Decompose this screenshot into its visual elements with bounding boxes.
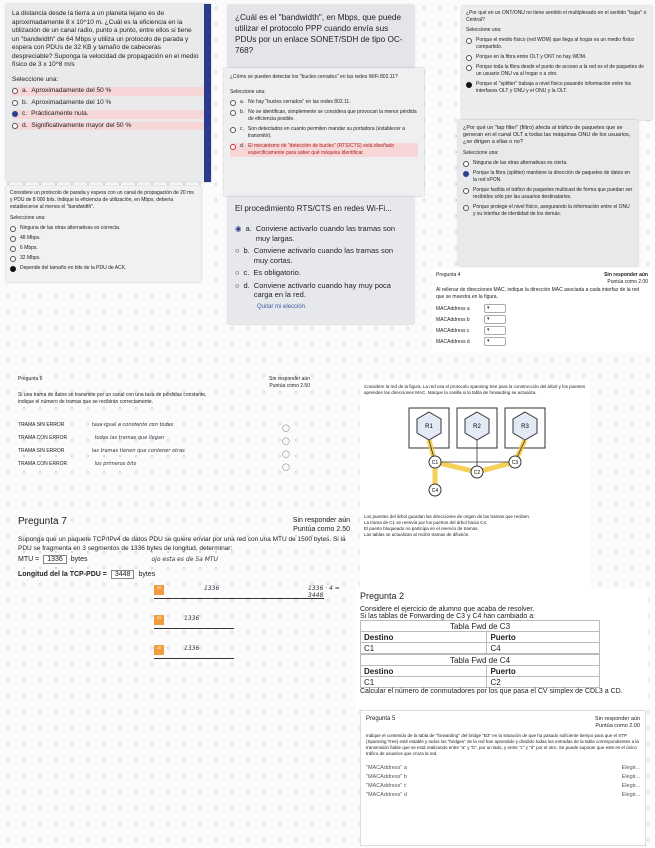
table-c3 xyxy=(360,620,600,654)
mac-select[interactable]: ▾ xyxy=(484,326,506,335)
radio-icon[interactable] xyxy=(466,55,472,61)
question-text: Si una trama de datos se transmite por un canal con una tasa de pérdidas constante, indique el número de tramas que se recibirán correctamente. xyxy=(18,392,207,405)
points-label: Puntúa como 2.50 xyxy=(269,383,310,389)
option-b[interactable]: 48 Mbps. xyxy=(10,235,197,242)
header-block: 20 xyxy=(154,615,164,625)
no-answer-label: Sin responder aún xyxy=(604,272,648,278)
payload-label: 1336 xyxy=(204,585,220,592)
mtu-label: MTU = xyxy=(18,556,40,563)
radio-icon[interactable] xyxy=(230,100,236,106)
option-d[interactable]: Porque protege el nivel físico, asegurando la información entre el ONU y su interfaz de identidad de los demás. xyxy=(463,204,633,218)
mac-select[interactable]: Elegir... xyxy=(621,783,640,789)
node-label-c3: C3 xyxy=(511,460,519,466)
question-text: El procedimiento RTS/CTS en redes Wi-Fi... xyxy=(235,204,392,213)
fill-row: TRAMA SIN ERROR tasa igual a constante con todas xyxy=(18,422,174,428)
option-b[interactable]: b. Aproximadamente del 10 % xyxy=(12,99,205,108)
option-e[interactable]: Depende del tamaño en bits de la PDU de ACK. xyxy=(10,265,197,272)
circle-icon[interactable]: ◯ xyxy=(282,425,290,432)
option-d[interactable]: d. Significativamente mayor del 50 % xyxy=(12,122,205,131)
radio-icon[interactable] xyxy=(230,110,236,116)
option-d[interactable]: Porque el "splitter" trabaja a nivel físico pasando información entre los interfaces OLT y ONU y el ONU y la OLT. xyxy=(466,81,648,95)
table-cell: C1 xyxy=(361,643,487,654)
network-note: El puerto bloqueado no participa en el reenvío de tramas. xyxy=(364,526,479,531)
option-b[interactable]: Porque en la fibra entre OLT y ONT no hay WDM. xyxy=(466,54,648,61)
circle-icon[interactable]: ◯ xyxy=(282,464,290,471)
radio-icon[interactable] xyxy=(12,88,18,94)
question-text: Indique el contenido de la tabla de "forwarding" del bridge "B3" en la situación de que ha pasado suficiente tiempo para que el STP (Spanning Tree) esté estable y todos los "bridges" de la red han aprendido y dividido todas las entradas de la tabla correspondientes a la transmisión fiable que se está realizando entre "a" y "b", por un lado, y entre "c" y "d" por el otro. Se puede suponer que este es el único tráfico de usuarios que cruza la red. xyxy=(366,733,639,756)
radio-selected-icon[interactable] xyxy=(10,266,16,272)
photo-question-distance xyxy=(6,4,211,182)
option-c[interactable]: 6 Mbps. xyxy=(10,245,197,252)
question-text: Calcular el número de conmutadores por los que pasa el CV simplex de CDL3 a CD. xyxy=(360,688,623,695)
node-label-c4: C4 xyxy=(431,488,439,494)
fill-row: TRAMA SIN ERROR las tramas tienen que contener otras xyxy=(18,448,185,454)
node-label-r2: R2 xyxy=(473,424,481,430)
photo-question-bandwidth xyxy=(228,5,414,67)
answer-row: "MACAddress" b Elegir... xyxy=(366,774,640,780)
photo-question-loops xyxy=(224,68,424,196)
node-label-c1: C1 xyxy=(431,460,439,466)
radio-selected-icon[interactable] xyxy=(12,111,18,117)
node-label-r1: R1 xyxy=(425,424,433,430)
option-d-marker: ○ xyxy=(235,280,240,290)
clear-choice-link[interactable]: Quitar mi elección xyxy=(257,303,306,310)
radio-selected-icon[interactable] xyxy=(463,171,469,177)
mtu-unit: bytes xyxy=(70,556,88,563)
option-b[interactable]: ○ b. Conviene activarlo cuando las tramas son muy cortas. xyxy=(235,246,394,265)
mac-select[interactable]: Elegir... xyxy=(621,765,640,771)
option-a[interactable]: ◉ a. Conviene activarlo cuando las tramas son muy largas. xyxy=(235,224,396,243)
question-title: Pregunta 2 xyxy=(360,591,405,601)
question-text: La distancia desde la tierra a un planeta lejano es de aproximadamente 8 x 10^10 m. ¿Cuál es la eficiencia en la utilización de un canal radio, punto a punto, entre ellos si tiene un "bandwidth" de 64 Mbps y utiliza un protocolo de parada y espera con PDUs de 32 KB y tamaño de cabeceras despreciable? Suponga la velocidad de propagación en el medio físico de 3 x 10^8 m/s xyxy=(12,10,199,68)
fragment-row xyxy=(154,615,234,629)
question-text: Al rellenar de direcciones MAC, indique la dirección MAC asociada a cada interfaz de la red que se muestra en la figura. xyxy=(436,287,640,300)
radio-icon[interactable] xyxy=(463,205,469,211)
photo-question-pon xyxy=(458,120,638,266)
option-d[interactable]: 32 Mbps. xyxy=(10,255,197,262)
page-edge xyxy=(204,4,211,182)
table-cell: C4 xyxy=(487,643,600,654)
option-a[interactable]: Porque el medio físico (red WDM) que llega al hogar es un medio físico compartido. xyxy=(466,37,648,51)
radio-icon[interactable] xyxy=(463,161,469,167)
table-c4 xyxy=(360,654,600,688)
screen-question-7 xyxy=(14,512,354,692)
radio-icon[interactable] xyxy=(10,226,16,232)
intro-text: Considere el ejercicio de alumno que acaba de resolver. xyxy=(360,606,535,613)
answer-row: "MACAddress" a Elegir... xyxy=(366,765,640,771)
answer-row: "MACAddress" d Elegir... xyxy=(366,792,640,798)
fragment-row xyxy=(154,585,324,599)
question-text: Suponga que un paquete TCP/IPv4 de datos PDU se quiere enviar por una red con una MTU de 1500 bytes. Si la PDU se fragmenta en 3 segmentos de 1336 bytes de longitud, determinar: xyxy=(18,536,346,552)
table-title: Tabla Fwd de C3 xyxy=(361,621,600,632)
question-text: ¿Por qué un "tap filter" (filtro) afecta al tráfico de paquetes que se generan en el canal OLT a todas las máquinas ONU de los usuarios, ¿se dirigen a ellas o no? xyxy=(463,125,631,145)
no-answer-label: Sin responder aún xyxy=(595,716,640,722)
mtu-input[interactable]: 1336 xyxy=(43,555,67,564)
intro-text-2: Si las tablas de Forwarding de C3 y C4 han cambiado a: xyxy=(360,613,536,620)
select-one-label: Seleccione una: xyxy=(463,150,499,156)
screen-mac-question-top xyxy=(432,268,652,352)
mac-select[interactable]: ▾ xyxy=(484,315,506,324)
circle-icon[interactable]: ◯ xyxy=(282,451,290,458)
column-header: Puerto xyxy=(487,666,600,677)
handwritten-note: ojo esta es de 5a MTU xyxy=(151,556,218,563)
question-title: Pregunta 6 xyxy=(18,376,43,382)
screen-fill-question xyxy=(14,372,314,492)
points-label: Puntúa como 2.00 xyxy=(595,723,640,729)
question-text: ¿Cómo se pueden detectar los "bucles cerrados" en las redes WiFi 802.11? xyxy=(230,74,398,80)
circle-icon[interactable]: ◯ xyxy=(282,438,290,445)
radio-icon[interactable] xyxy=(10,236,16,242)
select-one-label: Seleccione una: xyxy=(230,89,266,95)
question-text: ¿Por qué en un ONT/ONU no tiene sentido el multiplexado en el sentido "bajar" o Central? xyxy=(466,10,647,23)
payload-label: 1336 xyxy=(184,645,200,652)
mac-select[interactable]: Elegir... xyxy=(621,774,640,780)
option-c[interactable]: Porque toda la fibra desde el punto de acceso a la red es el de paquetes de un usuario ONU va al hogar o a otro. xyxy=(466,64,648,78)
question-title: Pregunta 7 xyxy=(18,516,67,527)
radio-icon[interactable] xyxy=(230,144,236,150)
radio-icon[interactable] xyxy=(12,100,18,106)
answer-row: MACAddress c ▾ xyxy=(436,326,648,335)
question-text: Considere la red de la figura. La red usa el protocolo spanning tree para la construcción del árbol y los puentes aprenden las direcciones MAC. Marque la casilla si la tabla de forwarding se actualiza. xyxy=(364,384,586,395)
points-label: Puntúa como 2.00 xyxy=(607,279,648,285)
option-b-marker: ○ xyxy=(235,246,240,255)
header-block: 20 xyxy=(154,645,164,655)
radio-icon[interactable] xyxy=(12,123,18,129)
answer-row: MACAddress a ▾ xyxy=(436,304,648,313)
select-one-label: Seleccione una: xyxy=(466,27,502,33)
column-header: Puerto xyxy=(487,632,600,643)
option-a[interactable]: a. No hay "bucles cerrados" en las redes 802.11. xyxy=(230,99,418,106)
question-title: Pregunta 4 xyxy=(436,272,461,278)
table-cell: C1 xyxy=(361,677,487,688)
radio-icon[interactable] xyxy=(230,127,236,133)
table-cell: C2 xyxy=(487,677,600,688)
question-title: Pregunta 5 xyxy=(366,716,396,722)
fill-row: TRAMA CON ERROR todas las tramas que llegan xyxy=(18,435,165,441)
length-input[interactable]: 3448 xyxy=(111,570,135,579)
mac-select[interactable]: Elegir... xyxy=(621,792,640,798)
radio-icon[interactable] xyxy=(463,188,469,194)
network-note: Las tablas se actualizan al recibir tramas de difusión. xyxy=(364,532,470,537)
option-a-marker: ◉ xyxy=(235,224,242,233)
radio-icon[interactable] xyxy=(466,38,472,44)
fragment-diagram xyxy=(18,585,350,692)
length-unit: bytes xyxy=(138,571,156,578)
network-diagram xyxy=(395,400,555,510)
answer-row: "MACAddress" c Elegir... xyxy=(366,783,640,789)
checkbox-column xyxy=(282,422,290,474)
option-c[interactable]: Porque facilita el tráfico de paquetes multicast de forma que puedan ser recibidos sólo por las usuarios destinatarios. xyxy=(463,187,633,201)
node-label-r3: R3 xyxy=(521,424,529,430)
option-c-marker: ○ xyxy=(235,268,240,277)
fill-row: TRAMA CON ERROR los primeros bits xyxy=(18,461,137,467)
radio-icon[interactable] xyxy=(10,256,16,262)
payload-label: 1336 xyxy=(184,615,200,622)
header-block: 20 xyxy=(154,585,164,595)
points-label: Puntúa como 2.50 xyxy=(293,526,350,533)
column-header: Destino xyxy=(361,666,487,677)
option-c[interactable]: ○ c. Es obligatorio. xyxy=(235,268,301,277)
table-title: Tabla Fwd de C4 xyxy=(361,655,600,666)
option-d[interactable]: ○ d. Conviene activarlo cuando hay muy poca carga en la red. xyxy=(235,280,391,299)
answer-row: MACAddress b ▾ xyxy=(436,315,648,324)
no-answer-label: Sin responder aún xyxy=(292,517,350,524)
select-one-label: Seleccione una: xyxy=(12,75,59,83)
option-b[interactable]: b. No se identifican, simplemente se considera que provocan la menor pérdida de eficiencia posible. xyxy=(230,109,418,123)
question-text: ¿Cuál es el "bandwidth", en Mbps, que puede utilizar el protocolo PPP cuando envía sus PDUs por un enlace SONET/SDH de tipo OC-768? xyxy=(235,13,403,55)
photo-question-multiplexing xyxy=(462,6,652,120)
option-a[interactable]: Ninguna de las otras alternativas es correcta. xyxy=(10,225,197,232)
option-c[interactable]: c. Son detectados en cuanto permiten mandar su portadora (establecer a transmitir). xyxy=(230,126,418,140)
column-header: Destino xyxy=(361,632,487,643)
option-a[interactable]: Ninguna de las otras alternativas es cierta. xyxy=(463,160,633,167)
mac-select[interactable]: ▾ xyxy=(484,304,506,313)
node-label-c2: C2 xyxy=(473,470,481,476)
photo-question-protocol xyxy=(6,186,201,282)
radio-selected-icon[interactable] xyxy=(466,82,472,88)
no-answer-label: Sin responder aún xyxy=(269,376,310,382)
mac-select[interactable]: ▾ xyxy=(484,337,506,346)
option-d[interactable]: d. El mecanismo de "detección de bucles" (RTS/CTS) está diseñado específicamente para saber qué máquina identificar. xyxy=(230,143,418,157)
fragment-row xyxy=(154,645,234,659)
radio-icon[interactable] xyxy=(466,65,472,71)
radio-icon[interactable] xyxy=(10,246,16,252)
network-note: La trama de C1 se reenvía por los puertos del árbol hacia C4. xyxy=(364,520,488,525)
option-c[interactable]: c. Prácticamente nula. xyxy=(12,110,205,119)
select-one-label: Seleccione una: xyxy=(10,215,46,221)
calculation-note: 1336 · 4 = 3448 xyxy=(308,585,340,599)
answer-row: MACAddress d ▾ xyxy=(436,337,648,346)
network-note: Los puentes del árbol guardan las direcciones de origen de las tramas que reciben. xyxy=(364,514,531,519)
option-b[interactable]: Porque la fibra (splitter) mantiene la dirección de paquetes de datos en la red xPON. xyxy=(463,170,633,184)
screen-network-question xyxy=(360,380,590,590)
screen-question-2 xyxy=(356,588,648,708)
screen-question-5 xyxy=(360,710,646,846)
question-text: Considere un protocolo de parada y espera con un canal de propagación de 20 ms y PDU de 8 000 bits. Indique la eficiencia de utilización, en Mbps, debería establecerse al menos el "bandwidth". xyxy=(10,190,194,210)
length-label: Longitud del la TCP-PDU = xyxy=(18,571,107,578)
option-a[interactable]: a. Aproximadamente del 50 % xyxy=(12,87,205,96)
photo-question-rts xyxy=(228,197,414,324)
